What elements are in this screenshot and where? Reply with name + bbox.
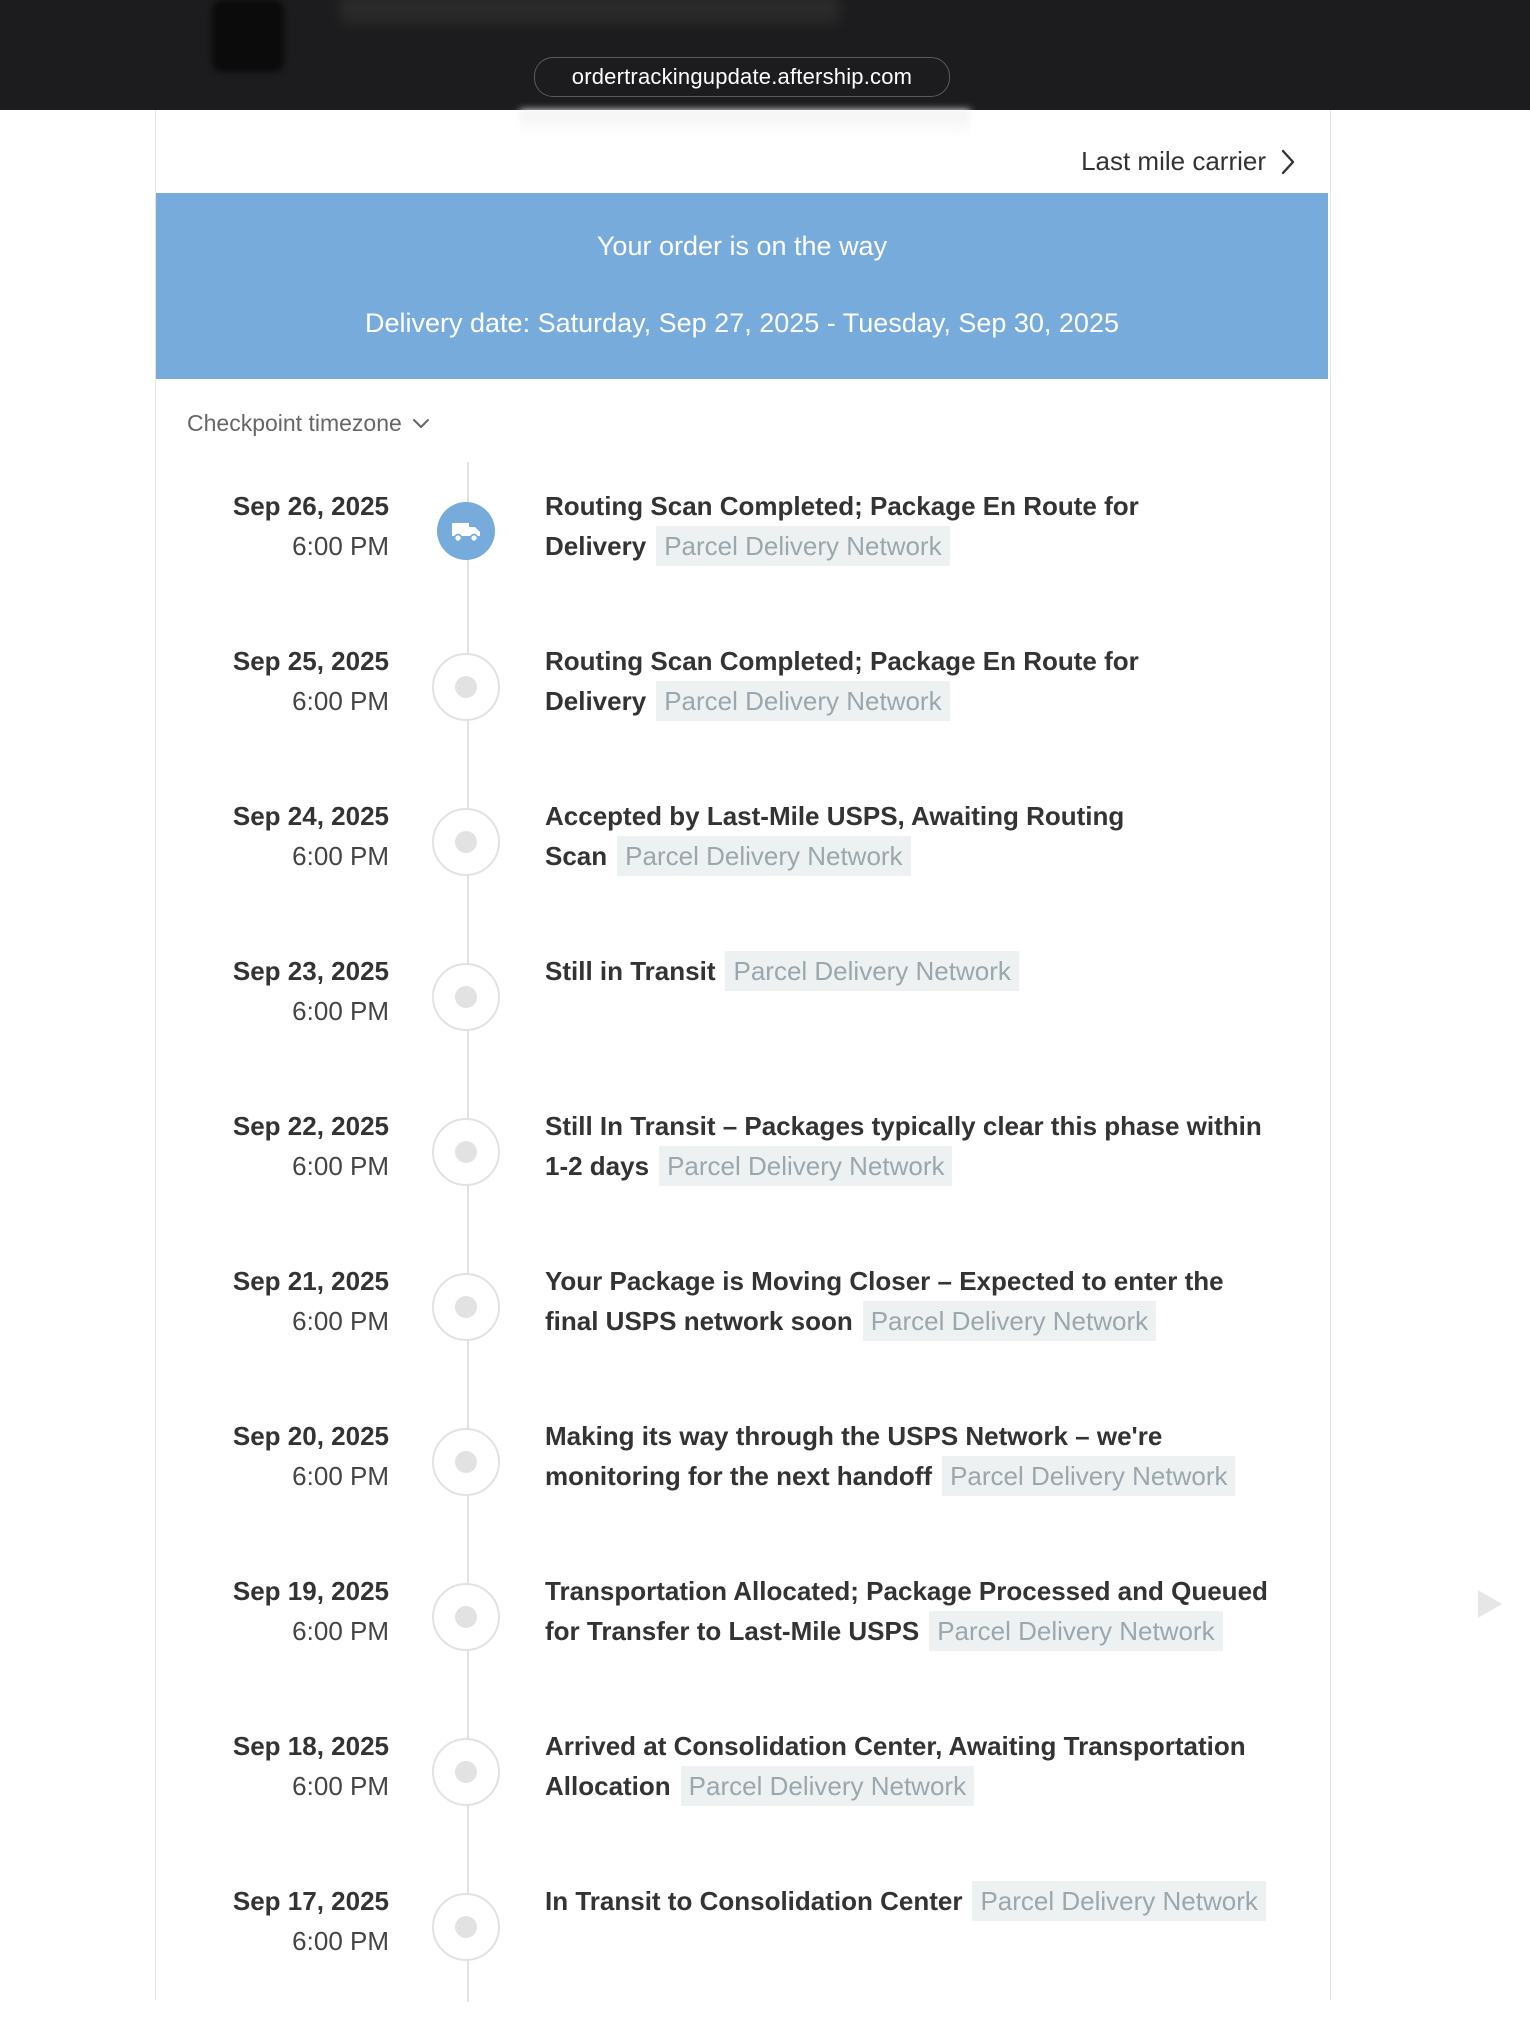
checkpoint-date: Sep 17, 2025 <box>232 1886 389 1916</box>
checkpoint-message-line <box>545 1881 1315 1921</box>
timeline-node-dot <box>455 1141 477 1163</box>
checkpoint-datetime <box>156 1571 389 1651</box>
checkpoint-message-text: 1-2 days <box>545 1151 650 1181</box>
carrier-tag: Parcel Delivery Network <box>863 1301 1156 1341</box>
checkpoint-time: 6:00 PM <box>292 1616 389 1646</box>
checkpoint-message-line <box>545 836 1315 876</box>
carrier-tag: Parcel Delivery Network <box>972 1881 1265 1921</box>
checkpoint-message-text: In Transit to Consolidation Center <box>545 1886 963 1916</box>
checkpoint-time: 6:00 PM <box>292 531 389 561</box>
checkpoint-message-line <box>545 681 1315 721</box>
checkpoint-date: Sep 24, 2025 <box>232 801 389 831</box>
checkpoint-event <box>156 1726 1328 1881</box>
blurred-store-title <box>340 0 840 24</box>
timeline-node-dot <box>455 1451 477 1473</box>
checkpoint-event <box>156 1571 1328 1726</box>
checkpoint-message <box>545 1261 1315 1341</box>
checkpoint-time: 6:00 PM <box>292 1926 389 1956</box>
timeline-node-dot <box>455 1916 477 1938</box>
checkpoint-message <box>545 486 1315 566</box>
browser-top-bar <box>0 0 1530 110</box>
order-status: Your order is on the way <box>596 231 888 261</box>
checkpoint-time: 6:00 PM <box>292 1151 389 1181</box>
checkpoint-date: Sep 23, 2025 <box>232 956 389 986</box>
checkpoint-message-line: Routing Scan Completed; Package En Route for <box>545 491 1139 521</box>
checkpoint-event <box>156 1261 1328 1416</box>
timeline-node <box>432 808 500 876</box>
checkpoint-event <box>156 1881 1328 2036</box>
checkpoint-message-line <box>545 1766 1315 1806</box>
checkpoint-message-line: Transportation Allocated; Package Processed and Queued <box>545 1576 1268 1606</box>
checkpoint-message-text: monitoring for the next handoff <box>545 1461 933 1491</box>
checkpoint-message <box>545 1106 1315 1186</box>
checkpoint-event <box>156 796 1328 951</box>
checkpoint-message-line: Routing Scan Completed; Package En Route for <box>545 646 1139 676</box>
carrier-tag: Parcel Delivery Network <box>725 951 1018 991</box>
checkpoint-event <box>156 486 1328 641</box>
checkpoint-date: Sep 26, 2025 <box>232 491 389 521</box>
timeline-node-dot <box>455 986 477 1008</box>
checkpoint-date: Sep 21, 2025 <box>232 1266 389 1296</box>
checkpoint-datetime <box>156 1881 389 1961</box>
checkpoint-message-line: Accepted by Last-Mile USPS, Awaiting Routing <box>545 801 1125 831</box>
checkpoint-message-text: Delivery <box>545 531 647 561</box>
carrier-tag: Parcel Delivery Network <box>681 1766 974 1806</box>
checkpoint-time: 6:00 PM <box>292 1461 389 1491</box>
timeline-node <box>432 1893 500 1961</box>
checkpoint-timezone-label: Checkpoint timezone <box>187 410 402 436</box>
checkpoint-message-text: Delivery <box>545 686 647 716</box>
checkpoint-event <box>156 951 1328 1106</box>
checkpoint-datetime <box>156 951 389 1031</box>
checkpoint-message <box>545 1881 1315 1921</box>
checkpoint-event <box>156 1106 1328 1261</box>
timeline-node <box>432 1273 500 1341</box>
timeline-node <box>432 1118 500 1186</box>
checkpoint-time: 6:00 PM <box>292 1306 389 1336</box>
play-icon <box>1478 1590 1502 1618</box>
carrier-tag: Parcel Delivery Network <box>656 526 949 566</box>
blurred-store-logo <box>212 0 284 72</box>
checkpoint-message-line <box>545 526 1315 566</box>
checkpoint-datetime <box>156 1726 389 1806</box>
timeline-node <box>432 1738 500 1806</box>
timeline-node-dot <box>455 1761 477 1783</box>
checkpoint-time: 6:00 PM <box>292 996 389 1026</box>
chevron-down-icon <box>412 418 430 430</box>
checkpoint-message <box>545 641 1315 721</box>
checkpoint-message-line: Making its way through the USPS Network – we're <box>545 1421 1163 1451</box>
checkpoint-message-line <box>545 1301 1315 1341</box>
checkpoint-time: 6:00 PM <box>292 686 389 716</box>
checkpoint-time: 6:00 PM <box>292 841 389 871</box>
checkpoint-datetime <box>156 641 389 721</box>
checkpoint-message-line <box>545 1611 1315 1651</box>
last-mile-carrier-link[interactable] <box>1081 146 1296 177</box>
checkpoint-message-line: Your Package is Moving Closer – Expected to enter the <box>545 1266 1224 1296</box>
checkpoint-message-text: final USPS network soon <box>545 1306 853 1336</box>
checkpoint-event <box>156 1416 1328 1571</box>
timeline-node <box>432 963 500 1031</box>
carrier-tag: Parcel Delivery Network <box>656 681 949 721</box>
carrier-tag: Parcel Delivery Network <box>929 1611 1222 1651</box>
checkpoint-message <box>545 796 1315 876</box>
status-banner <box>156 193 1328 379</box>
checkpoint-date: Sep 22, 2025 <box>232 1111 389 1141</box>
timeline-node-dot <box>455 831 477 853</box>
checkpoint-message-line: Arrived at Consolidation Center, Awaiting Transportation <box>545 1731 1246 1761</box>
carrier-tag: Parcel Delivery Network <box>659 1146 952 1186</box>
checkpoint-datetime <box>156 796 389 876</box>
checkpoint-datetime <box>156 486 389 566</box>
timeline-node-dot <box>455 676 477 698</box>
tracking-card <box>155 110 1331 2000</box>
checkpoint-message-text: Still in Transit <box>545 956 716 986</box>
checkpoint-date: Sep 18, 2025 <box>232 1731 389 1761</box>
checkpoint-date: Sep 20, 2025 <box>232 1421 389 1451</box>
header-fade <box>520 110 970 136</box>
timeline-node <box>432 1428 500 1496</box>
timeline-node-dot <box>455 1606 477 1628</box>
checkpoint-message-line <box>545 951 1315 991</box>
checkpoint-date: Sep 25, 2025 <box>232 646 389 676</box>
checkpoint-timezone-selector[interactable] <box>187 410 430 437</box>
truck-icon <box>437 502 495 560</box>
checkpoint-message <box>545 1571 1315 1651</box>
timeline-node <box>432 653 500 721</box>
delivery-date: Delivery date: Saturday, Sep 27, 2025 - Tuesday, Sep 30, 2025 <box>365 308 1119 338</box>
checkpoint-message-text: Allocation <box>545 1771 671 1801</box>
checkpoint-message-text: Scan <box>545 841 608 871</box>
checkpoint-datetime <box>156 1106 389 1186</box>
last-mile-carrier-label: Last mile carrier <box>1081 146 1266 176</box>
checkpoint-message-text: for Transfer to Last-Mile USPS <box>545 1616 920 1646</box>
checkpoint-time: 6:00 PM <box>292 1771 389 1801</box>
checkpoint-message-line <box>545 1146 1315 1186</box>
checkpoint-date: Sep 19, 2025 <box>232 1576 389 1606</box>
chevron-right-icon <box>1280 149 1296 175</box>
carrier-tag: Parcel Delivery Network <box>942 1456 1235 1496</box>
carrier-tag: Parcel Delivery Network <box>617 836 910 876</box>
timeline-node <box>432 1583 500 1651</box>
checkpoint-datetime <box>156 1261 389 1341</box>
url-bar[interactable]: ordertrackingupdate.aftership.com <box>534 57 950 97</box>
checkpoint-timeline <box>156 462 1328 2002</box>
checkpoint-message <box>545 1726 1315 1806</box>
checkpoint-message-line <box>545 1456 1315 1496</box>
checkpoint-message <box>545 951 1315 991</box>
checkpoint-event <box>156 641 1328 796</box>
checkpoint-message-line: Still In Transit – Packages typically clear this phase within <box>545 1111 1262 1141</box>
checkpoint-message <box>545 1416 1315 1496</box>
timeline-node-dot <box>455 1296 477 1318</box>
checkpoint-datetime <box>156 1416 389 1496</box>
